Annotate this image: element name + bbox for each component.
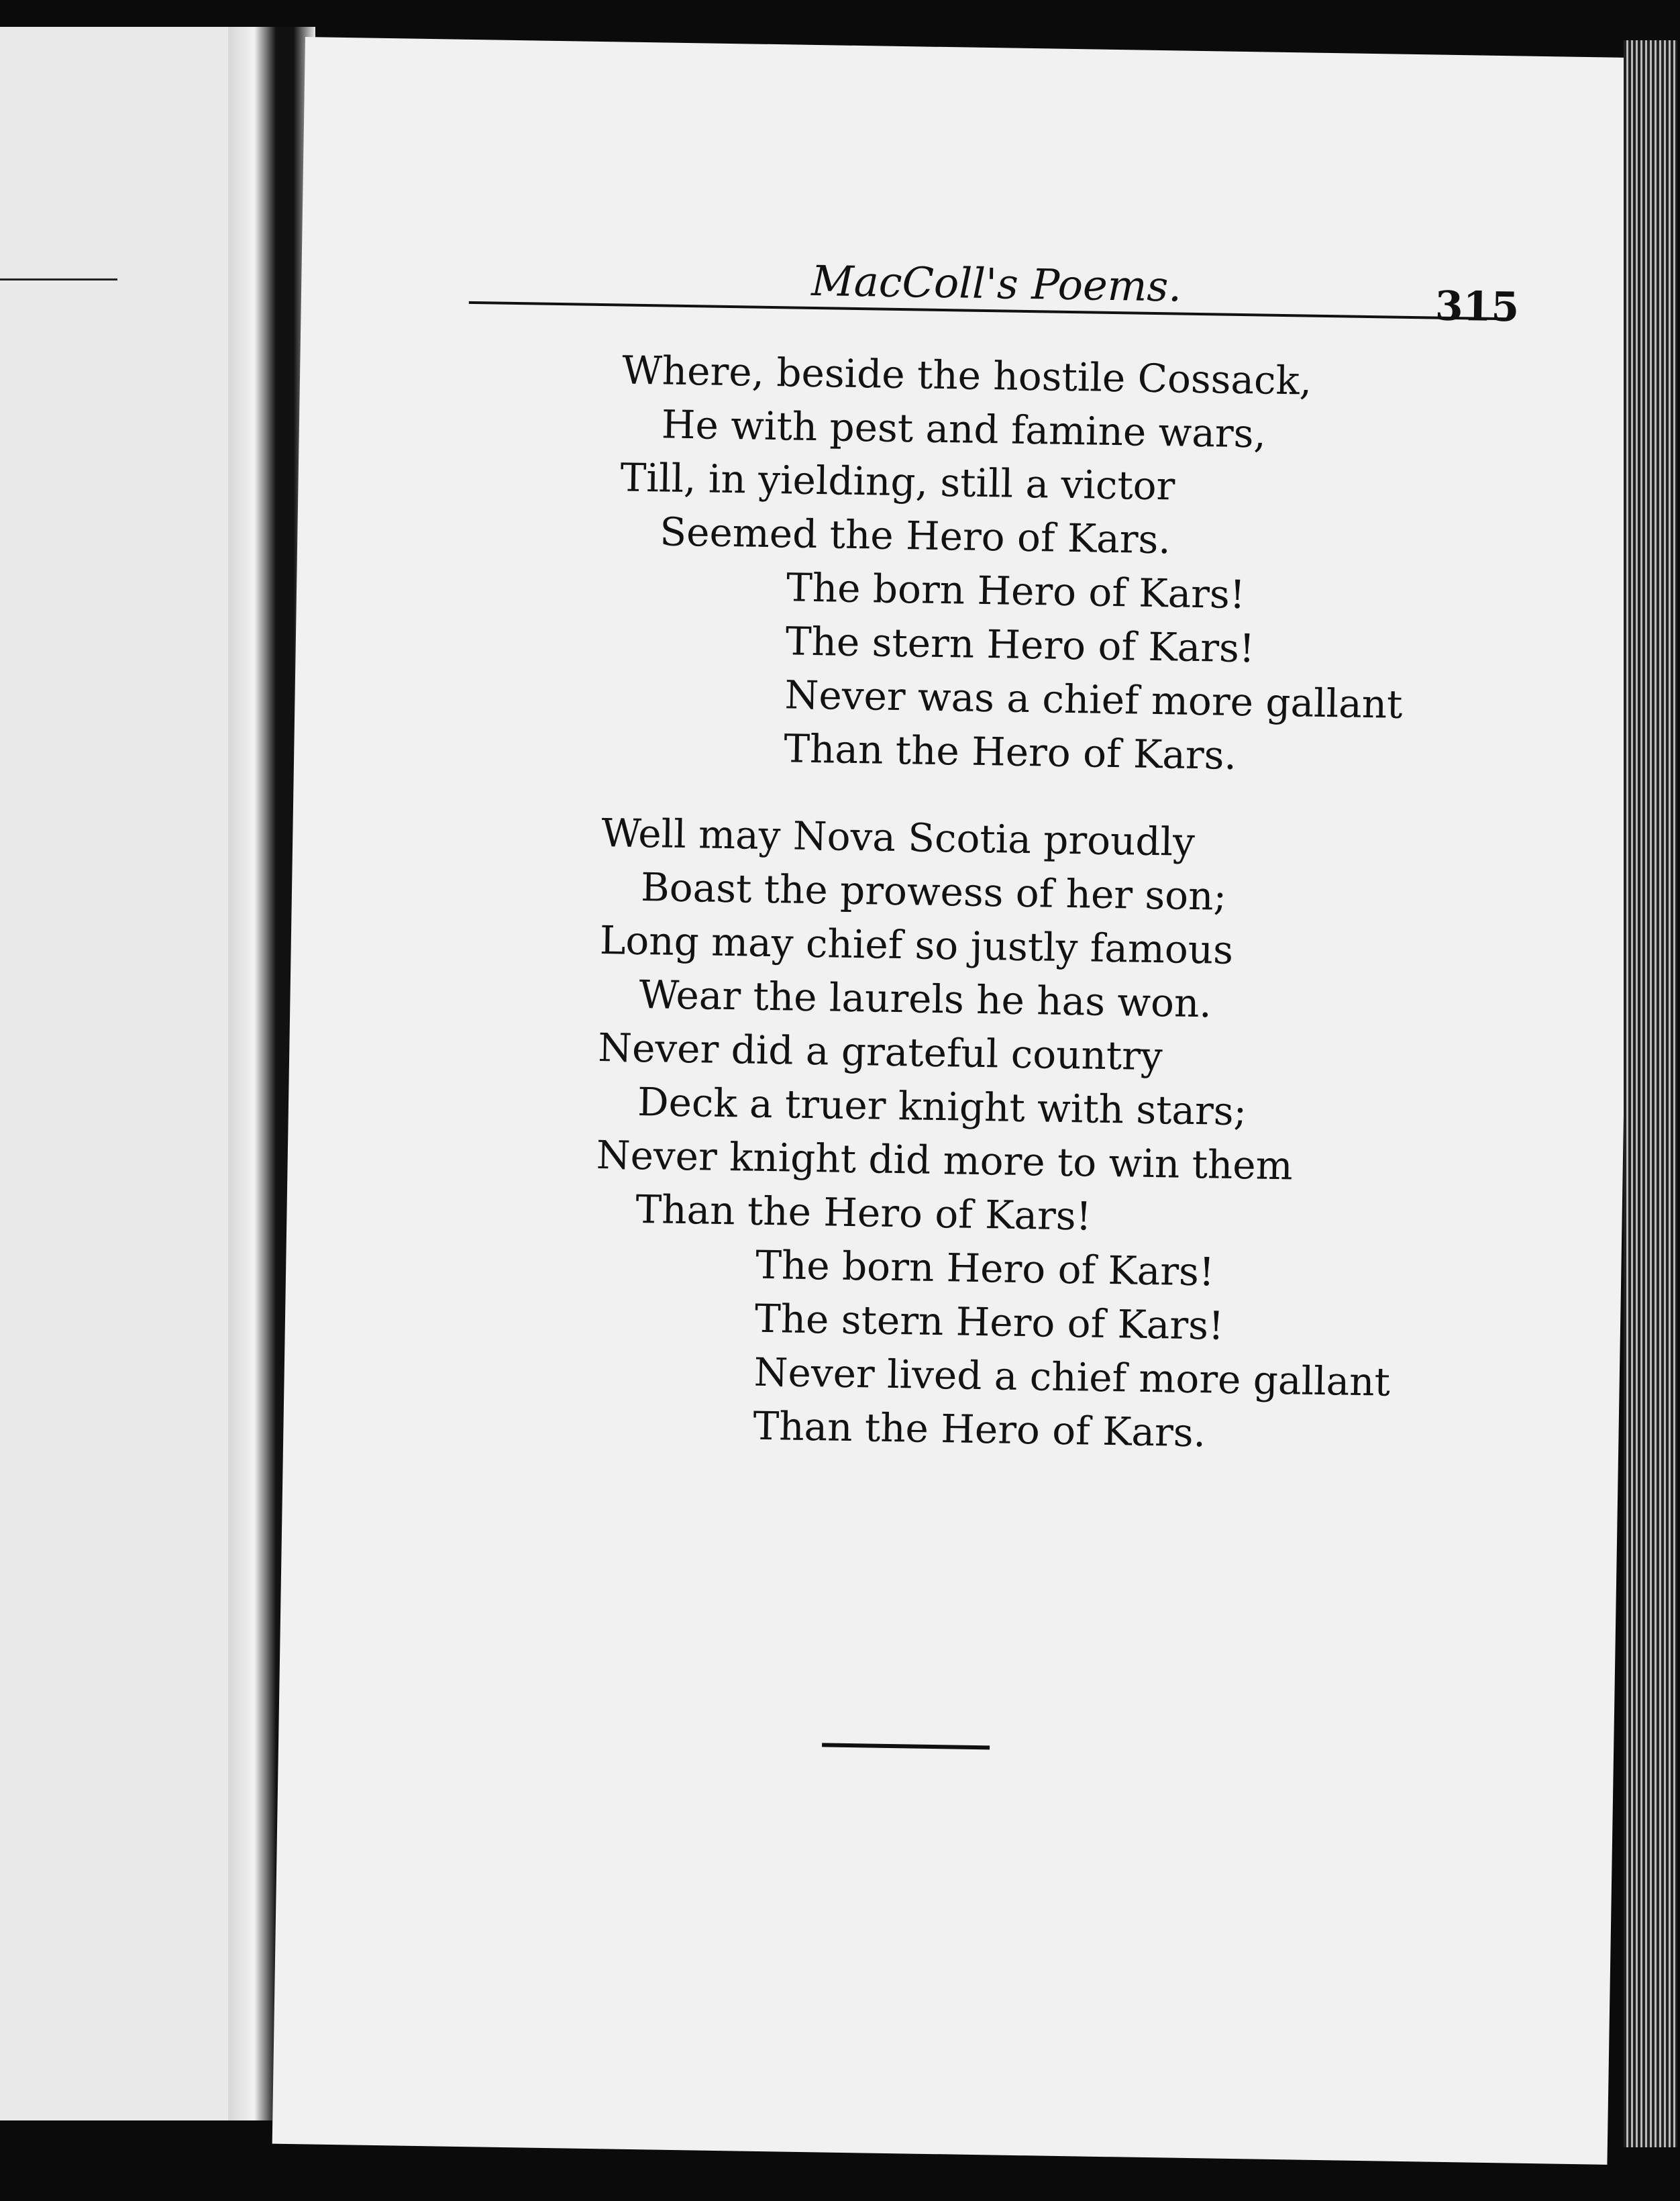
refrain-line: Than the Hero of Kars. — [753, 1402, 1206, 1456]
poem-line: Boast the prowess of her son; — [640, 864, 1227, 919]
poem-line: Deck a truer knight with stars; — [637, 1078, 1247, 1135]
poem-line: Than the Hero of Kars! — [635, 1186, 1092, 1239]
refrain-line: The born Hero of Kars! — [755, 1241, 1215, 1295]
end-rule — [822, 1743, 990, 1749]
poem-line: Where, beside the hostile Cossack, — [621, 347, 1312, 404]
page-number: 315 — [1434, 283, 1520, 331]
refrain-line: Never lived a chief more gallant — [753, 1349, 1391, 1405]
refrain-line: The stern Hero of Kars! — [785, 618, 1255, 672]
refrain-line: Never was a chief more gallant — [784, 672, 1403, 727]
poem-line: Till, in yielding, still a victor — [620, 454, 1175, 509]
left-page-rule — [0, 278, 117, 280]
page-edge — [1624, 40, 1677, 2147]
right-page — [272, 37, 1640, 2165]
poem-line: Seemed the Hero of Kars. — [659, 509, 1171, 563]
poem-line: Never knight did more to win them — [596, 1132, 1294, 1189]
refrain-line: The stern Hero of Kars! — [754, 1295, 1224, 1349]
refrain-line: The born Hero of Kars! — [786, 564, 1246, 618]
poem-line: Well may Nova Scotia proudly — [600, 810, 1196, 865]
running-head: MacColl's Poems. — [810, 256, 1182, 311]
poem-line: He with pest and famine wars, — [661, 401, 1267, 457]
poem-line: Long may chief so justly famous — [599, 917, 1234, 973]
refrain-line: Than the Hero of Kars. — [783, 725, 1237, 778]
poem-line: Wear the laurels he has won. — [639, 971, 1212, 1027]
poem-line: Never did a grateful country — [597, 1025, 1163, 1080]
